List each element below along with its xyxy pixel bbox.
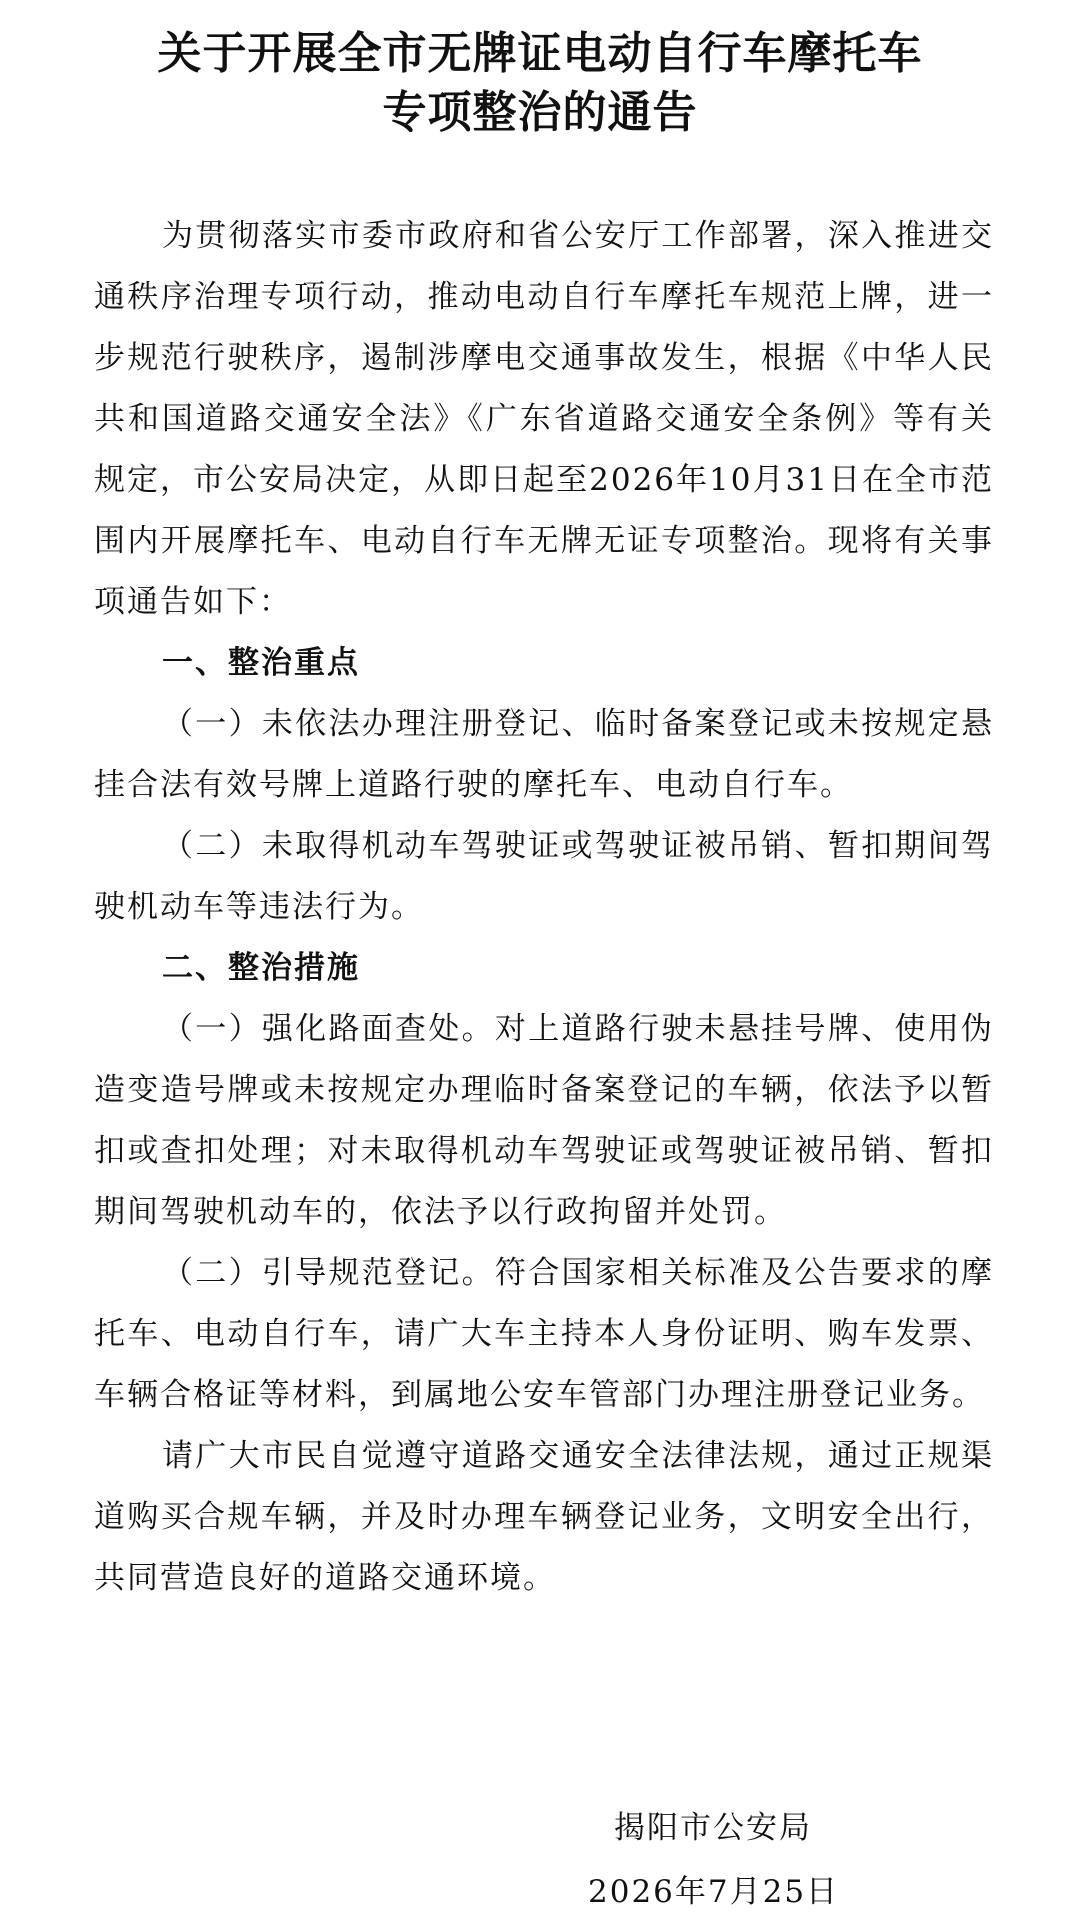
measures-item-1: （一）强化路面查处。对上道路行驶未悬挂号牌、使用伪造变造号牌或未按规定办理临时备案登记的车辆，依法予以暂扣或查扣处理；对未取得机动车驾驶证或驾驶证被吊销、暂扣期间驾驶机动车的，依法予以行政拘留并处罚。 xyxy=(94,1011,994,1230)
document-title-line-2: 专项整治的通告 xyxy=(382,87,698,138)
issue-date: 2026年7月25日 xyxy=(588,1874,840,1910)
closing-paragraph: 请广大市民自觉遵守道路交通安全法律法规，通过正规渠道购买合规车辆，并及时办理车辆登记业务，文明安全出行，共同营造良好的道路交通环境。 xyxy=(94,1438,994,1596)
focus-item-1: （一）未依法办理注册登记、临时备案登记或未按规定悬挂合法有效号牌上道路行驶的摩托车、电动自行车。 xyxy=(94,706,994,803)
issuing-authority: 揭阳市公安局 xyxy=(614,1810,812,1846)
document-title-line-1: 关于开展全市无牌证电动自行车摩托车 xyxy=(157,28,923,79)
document-body xyxy=(94,206,994,1609)
focus-item-2: （二）未取得机动车驾驶证或驾驶证被吊销、暂扣期间驾驶机动车等违法行为。 xyxy=(94,828,994,925)
section-heading-measures: 二、整治措施 xyxy=(162,950,360,986)
section-heading-focus: 一、整治重点 xyxy=(162,645,360,681)
intro-paragraph: 为贯彻落实市委市政府和省公安厅工作部署，深入推进交通秩序治理专项行动，推动电动自行车摩托车规范上牌，进一步规范行驶秩序，遏制涉摩电交通事故发生，根据《中华人民共和国道路交通安全法》《广东省道路交通安全条例》等有关规定，市公安局决定，从即日起至2026年10月31日在全市范围内开展摩托车、电动自行车无牌无证专项整治。现将有关事项通告如下： xyxy=(94,218,994,620)
measures-item-2: （二）引导规范登记。符合国家相关标准及公告要求的摩托车、电动自行车，请广大车主持本人身份证明、购车发票、车辆合格证等材料，到属地公安车管部门办理注册登记业务。 xyxy=(94,1255,994,1413)
